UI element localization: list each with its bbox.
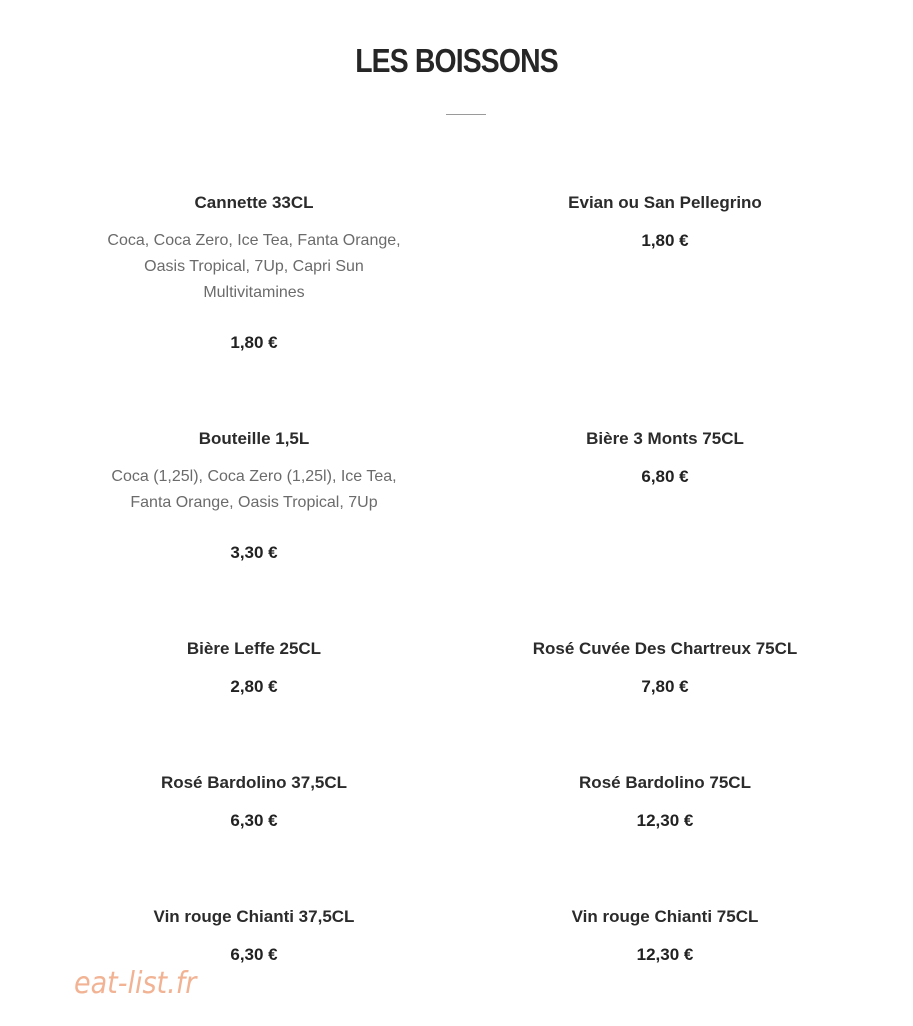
item-name: Rosé Bardolino 37,5CL (160, 773, 348, 792)
item-price: 12,30 € (636, 945, 694, 964)
menu-item-biere-leffe (44, 638, 464, 698)
item-price: 1,80 € (230, 333, 278, 352)
item-name: Bière Leffe 25CL (186, 639, 322, 658)
item-name: Bière 3 Monts 75CL (586, 429, 744, 448)
page-title: LES BOISSONS (355, 42, 558, 79)
item-price: 12,30 € (636, 811, 694, 830)
watermark: eat-list.fr (74, 966, 197, 1001)
menu-item-chianti-75 (455, 906, 875, 966)
menu-item-rose-bardolino-75 (455, 772, 875, 832)
menu-item-rose-chartreux (455, 638, 875, 698)
menu-item-bouteille (44, 428, 464, 568)
item-price: 1,80 € (641, 231, 689, 250)
item-name: Vin rouge Chianti 37,5CL (153, 907, 355, 926)
menu-item-biere-3-monts (455, 428, 875, 488)
menu-item-rose-bardolino-375 (44, 772, 464, 832)
menu-item-chianti-375 (44, 906, 464, 966)
item-price: 6,30 € (230, 945, 278, 964)
item-name: Rosé Cuvée Des Chartreux 75CL (532, 639, 798, 658)
item-name: Cannette 33CL (194, 193, 314, 212)
item-name: Vin rouge Chianti 75CL (571, 907, 759, 926)
title-divider (446, 114, 486, 115)
item-name: Evian ou San Pellegrino (568, 193, 762, 212)
item-price: 6,80 € (641, 467, 689, 486)
item-name: Rosé Bardolino 75CL (579, 773, 751, 792)
item-description: Coca, Coca Zero, Ice Tea, Fanta Orange, Oasis Tropical, 7Up, Capri Sun Multivitamines (107, 232, 401, 301)
menu-item-evian (455, 192, 875, 252)
item-price: 2,80 € (230, 677, 278, 696)
item-price: 7,80 € (641, 677, 689, 696)
item-price: 6,30 € (230, 811, 278, 830)
item-price: 3,30 € (230, 543, 278, 562)
menu-item-cannette (44, 192, 464, 362)
item-name: Bouteille 1,5L (198, 429, 310, 448)
item-description: Coca (1,25l), Coca Zero (1,25l), Ice Tea, Fanta Orange, Oasis Tropical, 7Up (111, 468, 397, 511)
